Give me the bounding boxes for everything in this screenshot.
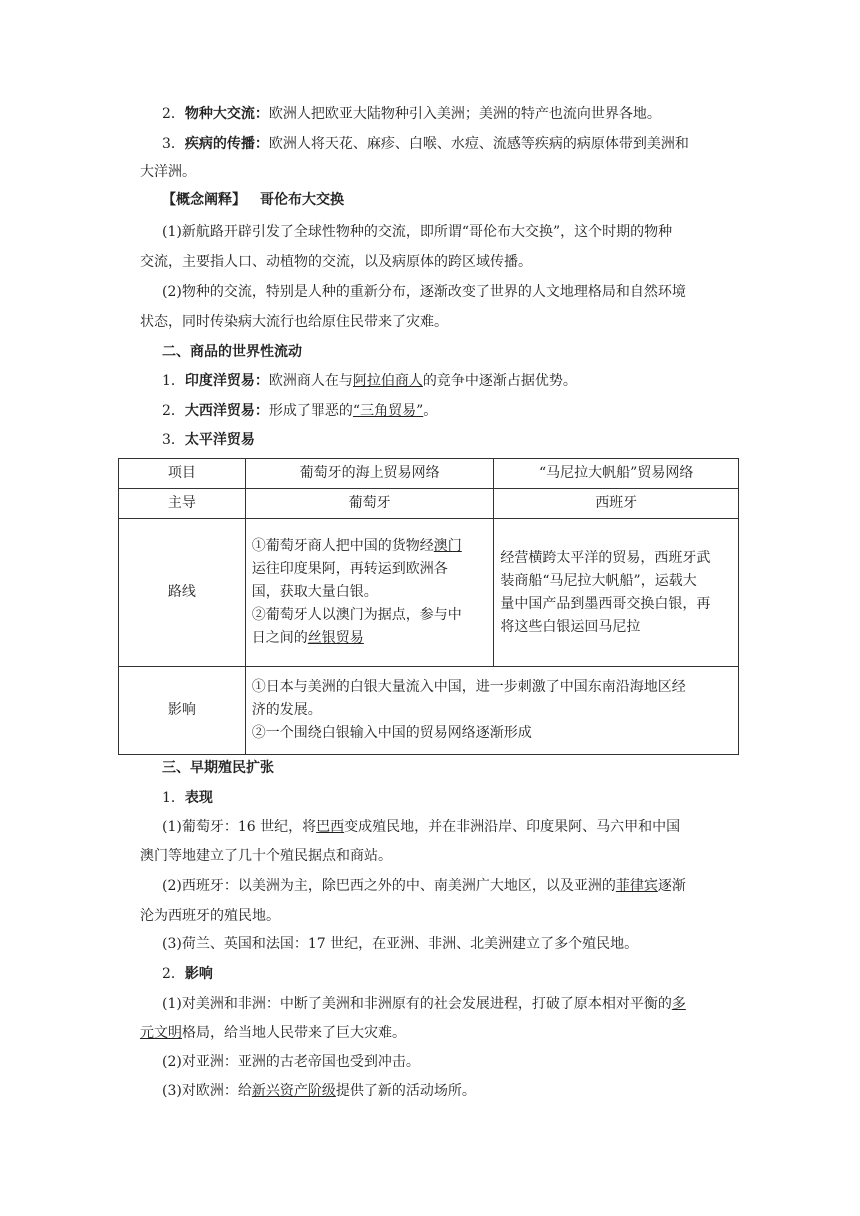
pacific-trade [162,430,255,450]
row-label: 路线 [119,519,246,667]
cell-text: 量中国产品到墨西哥交换白银，再 [500,595,711,612]
pacific-trade-table [118,458,739,755]
item-text: 。 [423,403,438,419]
disease-spread-continued: 大洋洲。 [140,164,196,180]
paragraph-text: (1)对美洲和非洲：中断了美洲和非洲原有的社会发展进程，打破了原本相对平衡的 [162,996,672,1012]
impact-americas-africa [162,994,686,1014]
cell-text: 运往印度果阿，再转运到欧洲各 [251,561,448,577]
item-text: 的竞争中逐渐占据优势。 [422,373,577,389]
cell-text: 将这些白银运回马尼拉 [500,618,641,635]
item-heading: 太平洋贸易 [184,432,255,448]
paragraph-text: 格局，给当地人民带来了巨大灾难。 [182,1025,406,1041]
portugal-paragraph [162,817,680,837]
impact-europe [162,1081,476,1101]
underlined-term: “三角贸易” [352,403,424,419]
item-number: 2． [162,106,185,122]
underlined-term: 阿拉伯商人 [352,373,423,389]
item-text: 欧洲人将天花、麻疹、白喉、水痘、流感等疾病的病原体带到美洲和 [268,136,689,152]
concept-heading [162,190,344,210]
item-text: 形成了罪恶的 [268,403,353,419]
table-header-row [119,459,739,489]
item-number: 2． [162,403,185,419]
cell-text: ②葡萄牙人以澳门为据点，参与中 [251,607,462,623]
item-heading: 物种大交流： [184,106,269,122]
item-number: 2． [162,966,185,982]
section-2-heading: 二、商品的世界性流动 [162,344,302,360]
table-row-route [119,519,739,667]
subsection-performance [162,788,213,808]
concept-tag: 【概念阐释】 [162,192,246,208]
disease-spread-item [162,134,689,154]
underlined-term: 多 [671,996,686,1012]
concept-title: 哥伦布大交换 [260,192,344,208]
table-cell-impact [245,667,738,755]
item-heading: 影响 [184,966,213,982]
table-cell: 葡萄牙 [245,489,494,519]
netherlands-england-france-paragraph: (3)荷兰、英国和法国：17 世纪，在亚洲、非洲、北美洲建立了多个殖民地。 [162,936,639,952]
paragraph-text: 逐渐 [657,878,686,894]
table-cell: 西班牙 [494,489,739,519]
item-heading: 大西洋贸易： [184,403,269,419]
spain-paragraph [162,876,686,896]
impact-americas-africa-cont [140,1023,406,1043]
underlined-term: 元文明 [140,1025,182,1041]
underlined-term: 巴西 [316,819,345,835]
concept-paragraph-1-cont: 交流，主要指人口、动植物的交流，以及病原体的跨区域传播。 [140,254,532,270]
item-heading: 印度洋贸易： [184,373,269,389]
item-number: 1． [162,790,185,806]
paragraph-text: (2)西班牙：以美洲为主，除巴西之外的中、南美洲广大地区，以及亚洲的 [162,878,616,894]
paragraph-text: (3)对欧洲：给 [162,1083,252,1099]
spain-paragraph-cont: 沦为西班牙的殖民地。 [140,908,280,924]
item-heading: 疾病的传播： [184,136,269,152]
indian-ocean-trade [162,371,577,391]
item-number: 3． [162,432,185,448]
concept-paragraph-1: (1)新航路开辟引发了全球性物种的交流，即所谓“哥伦布大交换”，这个时期的物种 [162,224,673,240]
item-text: 欧洲商人在与 [268,373,353,389]
paragraph-text: 提供了新的活动场所。 [335,1083,476,1099]
row-label: 影响 [119,667,246,755]
cell-text: ①葡萄牙商人把中国的货物经 [251,538,434,554]
subsection-impact [162,964,213,984]
item-number: 3． [162,136,185,152]
table-row-impact [119,667,739,755]
item-text: 欧洲人把欧亚大陆物种引入美洲；美洲的特产也流向世界各地。 [268,106,661,122]
table-cell-portugal-route [245,519,494,667]
cell-text: ②一个围绕白银输入中国的贸易网络逐渐形成 [251,725,532,741]
atlantic-trade [162,401,437,421]
cell-text: 装商船“马尼拉大帆船”，运载大 [500,572,697,589]
cell-text: 济的发展。 [251,702,322,718]
item-number: 1． [162,373,185,389]
table-header-cell: 葡萄牙的海上贸易网络 [245,459,494,489]
table-header-cell: “马尼拉大帆船”贸易网络 [494,459,739,489]
table-row-leader [119,489,739,519]
underlined-term: 丝银贸易 [307,630,364,646]
underlined-term: 新兴资产阶级 [251,1083,336,1099]
table-cell-spain-route [494,519,739,667]
row-label: 主导 [119,489,246,519]
section-3-heading: 三、早期殖民扩张 [162,760,274,776]
cell-text: ①日本与美洲的白银大量流入中国，进一步刺激了中国东南沿海地区经 [251,679,686,695]
paragraph-text: 变成殖民地，并在非洲沿岸、印度果阿、马六甲和中国 [344,819,681,835]
species-exchange-item [162,104,661,124]
concept-paragraph-2: (2)物种的交流，特别是人种的重新分布，逐渐改变了世界的人文地理格局和自然环境 [162,284,686,300]
cell-text: 经营横跨太平洋的贸易，西班牙武 [500,549,711,566]
cell-text: 日之间的 [251,630,308,646]
table-header-cell: 项目 [119,459,246,489]
impact-asia: (2)对亚洲：亚洲的古老帝国也受到冲击。 [162,1054,420,1070]
paragraph-text: (1)葡萄牙：16 世纪，将 [162,819,317,835]
underlined-term: 澳门 [433,538,462,554]
item-heading: 表现 [184,790,213,806]
concept-paragraph-2-cont: 状态，同时传染病大流行也给原住民带来了灾难。 [140,314,448,330]
cell-text: 国，获取大量白银。 [251,584,378,600]
portugal-paragraph-cont: 澳门等地建立了几十个殖民据点和商站。 [140,848,392,864]
underlined-term: 菲律宾 [615,878,658,894]
